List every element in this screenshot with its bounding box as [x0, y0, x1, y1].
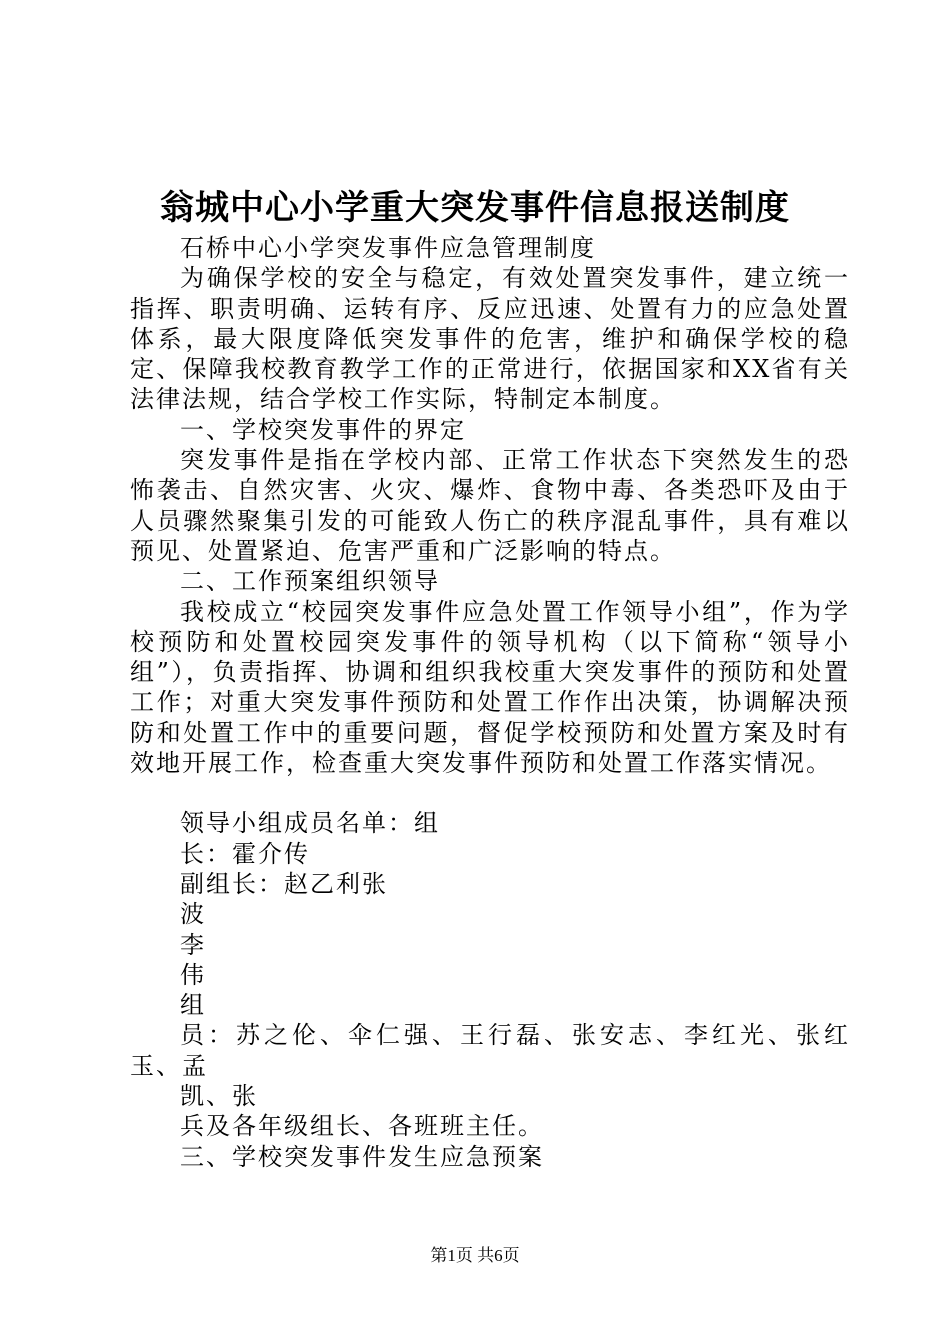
paragraph-intro: 为确保学校的安全与稳定，有效处置突发事件，建立统一指挥、职责明确、运转有序、反应迅速、处置有力的应急处置体系，最大限度降低突发事件的危害，维护和确保学校的稳定、保障我校教育教学工作的正常进行，依据国家和XX省有关法律法规，结合学校工作实际，特制定本制度。 [130, 264, 850, 414]
section-heading-1: 一、学校突发事件的界定 [180, 415, 466, 444]
section-heading-3: 三、学校突发事件发生应急预案 [180, 1142, 544, 1171]
roster-line: 组 [180, 991, 206, 1020]
paragraph-leadership: 我校成立“校园突发事件应急处置工作领导小组”，作为学校预防和处置校园突发事件的领导机构（以下简称“领导小组”），负责指挥、协调和组织我校重大突发事件的预防和处置工作；对重大突发事件预防和处置工作作出决策，协调解决预防和处置工作中的重要问题，督促学校预防和处置方案及时有效地开展工作，检查重大突发事件预防和处置工作落实情况。 [130, 597, 850, 778]
paragraph-subtitle: 石桥中心小学突发事件应急管理制度 [180, 234, 596, 262]
roster-line: 长：霍介传 [180, 839, 310, 868]
section-heading-2: 二、工作预案组织领导 [180, 567, 440, 596]
document-title: 翁城中心小学重大突发事件信息报送制度 [160, 188, 790, 228]
roster-line: 凯、张 [180, 1082, 258, 1111]
roster-line: 伟 [180, 960, 206, 989]
page-footer: 第1页 共6页 [430, 1246, 520, 1265]
roster-members-line: 员：苏之伦、伞仁强、王行磊、张安志、李红光、张红玉、孟 [130, 1021, 850, 1080]
roster-line: 兵及各年级组长、各班班主任。 [180, 1112, 544, 1141]
paragraph-gap [130, 778, 850, 808]
paragraph-definition: 突发事件是指在学校内部、正常工作状态下突然发生的恐怖袭击、自然灾害、火灾、爆炸、食物中毒、各类恐吓及由于人员骤然聚集引发的可能致人伤亡的秩序混乱事件，具有难以预见、处置紧迫、危害严重和广泛影响的特点。 [130, 446, 850, 565]
roster-line: 李 [180, 930, 206, 959]
roster-line: 领导小组成员名单：组 [180, 809, 440, 838]
roster-line: 波 [180, 900, 206, 929]
roster-line: 副组长：赵乙利张 [180, 869, 388, 898]
document-body [130, 233, 850, 1172]
